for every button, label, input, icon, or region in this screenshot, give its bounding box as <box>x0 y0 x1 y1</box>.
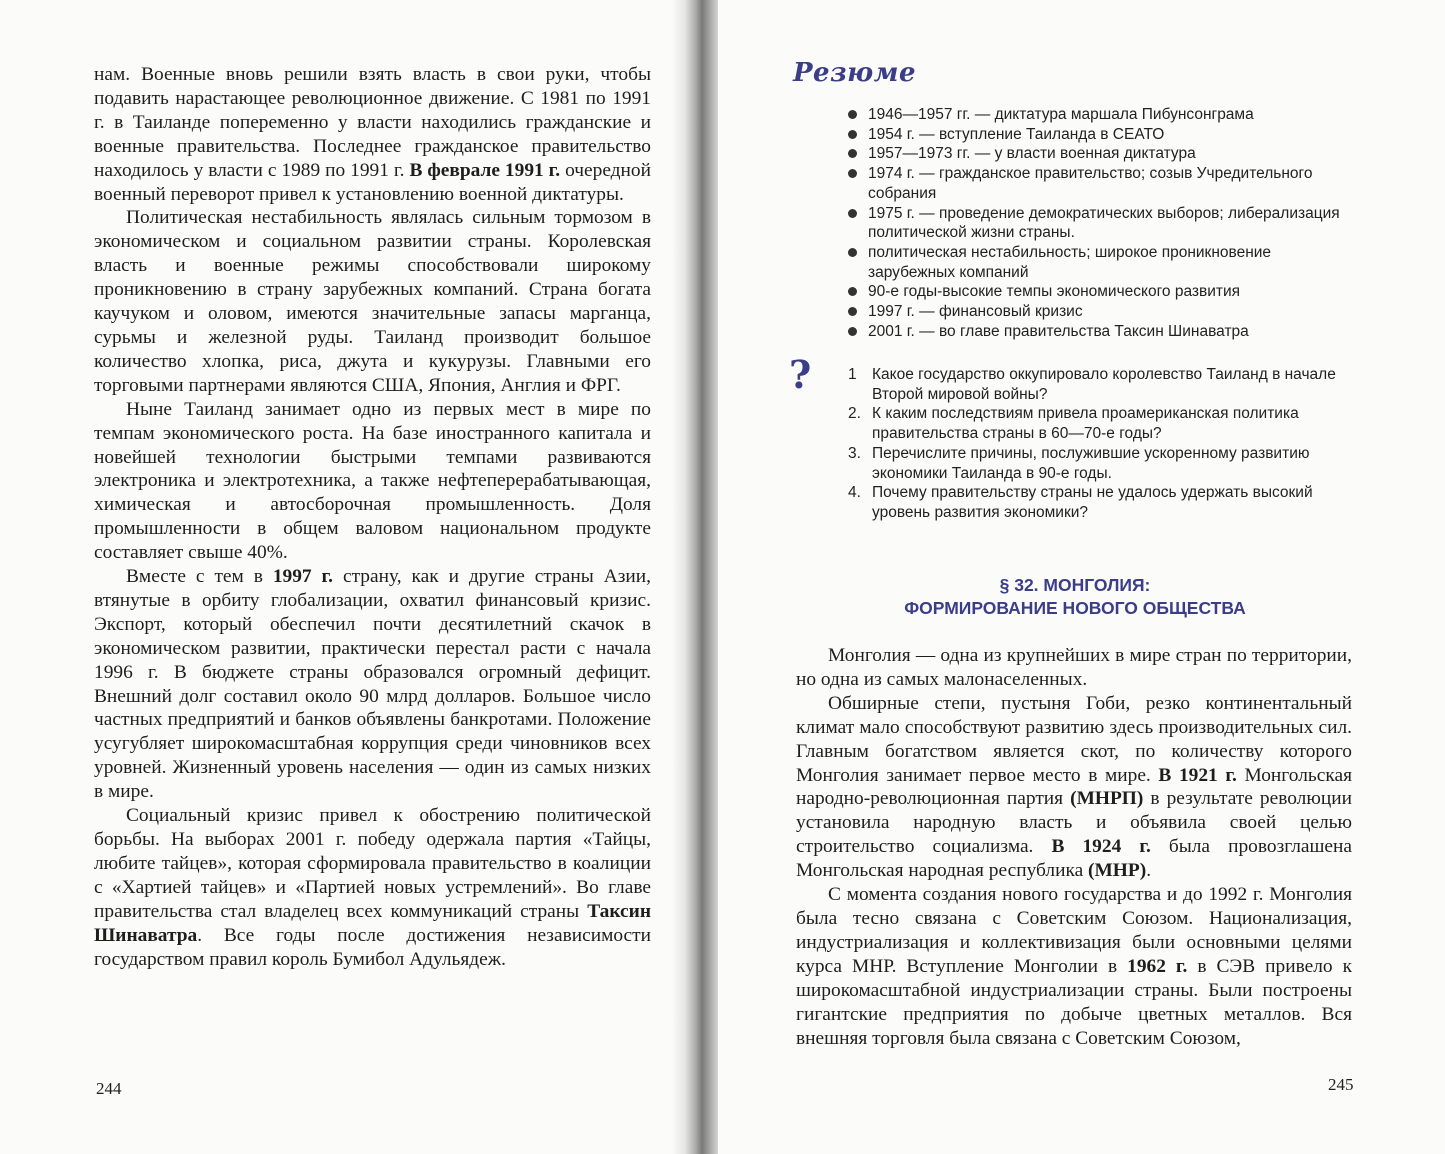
question-text: Какое государство оккупировало королевство Таиланд в начале Второй мировой войны? <box>872 366 1336 403</box>
section-heading <box>840 574 1310 620</box>
text-run: очередной военный переворот привел к установлению военной диктатуры. <box>94 159 651 205</box>
question-text: Перечислите причины, послужившие ускоренному развитию экономики Таиланда в 90-е годы. <box>872 444 1310 482</box>
left-page <box>0 0 690 1154</box>
text-run: была провозглашена Монгольская народная республика <box>796 836 1353 882</box>
bold-text: В 1921 г. <box>1158 764 1237 786</box>
section-heading-line-1: § 32. МОНГОЛИЯ: <box>999 575 1151 595</box>
paragraph <box>94 565 651 804</box>
summary-item: 2001 г. — во главе правительства Таксин Шинаватра <box>846 322 1356 342</box>
question-item <box>848 483 1354 522</box>
text-run: . Все годы после достижения независимости государством правил король Бумибол Адульядеж. <box>94 924 651 970</box>
summary-item: 1946—1957 гг. — диктатура маршала Пибунсонграма <box>846 105 1356 125</box>
paragraph <box>796 692 1352 883</box>
paragraph <box>796 644 1352 692</box>
questions-list <box>848 365 1354 523</box>
bold-text: Таксин Шинаватра <box>94 900 651 946</box>
text-run: в результате революции установила народную власть и объявила своей целью строительство социализма. <box>796 788 1352 858</box>
question-text: К каким последствиям привела проамериканская политика правительства страны в 60—70-е годы? <box>872 405 1299 443</box>
bold-text: 1997 г. <box>272 566 334 588</box>
right-page-text <box>796 644 1352 1050</box>
bold-text: (МНР) <box>1088 860 1147 882</box>
section-heading-line-2: ФОРМИРОВАНИЕ НОВОГО ОБЩЕСТВА <box>904 598 1246 618</box>
paragraph <box>94 206 651 397</box>
text-run: . <box>1146 860 1152 882</box>
question-item <box>848 404 1354 443</box>
bold-text: (МНРП) <box>1070 788 1144 810</box>
bold-text: В феврале 1991 г. <box>409 159 561 181</box>
question-number: 1 <box>848 366 857 383</box>
text-run: Вместе с тем в <box>126 566 273 588</box>
question-text: Почему правительству страны не удалось удержать высокий уровень развития экономики? <box>872 484 1313 521</box>
question-number: 2. <box>848 405 861 423</box>
page-number-left: 244 <box>96 1079 122 1098</box>
summary-list <box>846 105 1356 341</box>
paragraph <box>94 63 651 206</box>
summary-item: 1997 г. — финансовый кризис <box>846 302 1356 322</box>
question-mark-icon: ? <box>789 352 812 397</box>
bold-text: 1962 г. <box>1127 955 1188 977</box>
left-page-text <box>94 63 651 971</box>
text-run: Ныне Таиланд занимает одно из первых мест в мире по темпам экономического роста. На базе иностранного капитала и новейшей технологии быстрыми темпами развиваются электроника и электротехника, а также нефтеперерабатывающая, химическая и автосборочная промышленность. Доля промышленности в общем валовом национальном продукте составляет свыше 40%. <box>94 398 651 564</box>
text-run: Социальный кризис привел к обострению политической борьбы. На выборах 2001 г. победу одержала партия «Тайцы, любите тайцев», которая сформировала правительство в коалиции с «Хартией тайцев» и «Партией новых устремлений». Во главе правительства стал владелец всех коммуникаций страны <box>94 805 651 922</box>
text-run: Монголия — одна из крупнейших в мире стран по территории, но одна из самых малонаселенных. <box>796 645 1352 690</box>
text-run: нам. Военные вновь решили взять власть в свои руки, чтобы подавить нарастающее революционное движение. С 1981 по 1991 г. в Таиланде попеременно у власти находились гражданские и военные правительства. Последнее гражданское правительство находилось у власти с 1989 по 1991 г. <box>94 64 651 181</box>
text-run: страну, как и другие страны Азии, втянутые в орбиту глобализации, охватил финансовый кризис. Экспорт, который обеспечил почти десятилетний скачок в экономическом развитии, практически перестал расти с начала 1996 г. В бюджете страны образовался огромный дефицит. Внешний долг составил около 90 млрд долларов. Большое число частных предприятий и банков объявлены банкротами. Положение усугубляет широкомасштабная коррупция среди чиновников всех уровней. Жизненный уровень населения — один из самых низких в мире. <box>94 566 652 803</box>
summary-item: 1957—1973 гг. — у власти военная диктатура <box>846 144 1356 164</box>
question-number: 3. <box>848 444 861 462</box>
text-run: С момента создания нового государства и до 1992 г. Монголия была тесно связана с Советским Союзом. Национализация, индустриализация и коллективизация были основными целями курса МНР. Вступление Монголии в <box>796 884 1352 977</box>
text-run: Политическая нестабильность являлась сильным тормозом в экономическом и социальном развитии страны. Королевская власть и военные режимы способствовали широкому проникновению в страну зарубежных компаний. Страна богата каучуком и оловом, имеются значительные запасы марганца, сурьмы и железной руды. Таиланд производит большое количество хлопка, риса, джута и кукурузы. Главными его торговыми партнерами являются США, Япония, Англия и ФРГ. <box>94 207 651 396</box>
text-run: в СЭВ привело к широкомасштабной индустриализации страны. Были построены гигантские предприятия по добыче цветных металлов. Вся внешняя торговля была связана с Советским Союзом, <box>796 955 1353 1049</box>
paragraph <box>796 883 1352 1050</box>
summary-item: политическая нестабильность; широкое проникновение зарубежных компаний <box>846 243 1356 282</box>
paragraph <box>94 398 651 565</box>
text-run: Монгольская народно-революционная партия <box>796 764 1352 810</box>
question-item <box>848 444 1354 483</box>
paragraph <box>94 804 651 971</box>
summary-title: Резюме <box>793 58 916 88</box>
summary-item: 1975 г. — проведение демократических выборов; либерализация политической жизни страны. <box>846 204 1356 243</box>
bold-text: В 1924 г. <box>1051 836 1151 858</box>
summary-item: 90-е годы-высокие темпы экономического развития <box>846 282 1356 302</box>
summary-item: 1974 г. — гражданское правительство; созыв Учредительного собрания <box>846 164 1356 203</box>
text-run: Обширные степи, пустыня Гоби, резко континентальный климат мало способствуют развитию здесь производительных сил. Главным богатством является скот, по количеству которого Монголия занимает первое место в мире. <box>796 692 1352 786</box>
question-item <box>848 365 1354 404</box>
page-number-right: 245 <box>1328 1075 1354 1094</box>
question-number: 4. <box>848 484 861 502</box>
summary-item: 1954 г. — вступление Таиланда в СЕАТО <box>846 125 1356 145</box>
